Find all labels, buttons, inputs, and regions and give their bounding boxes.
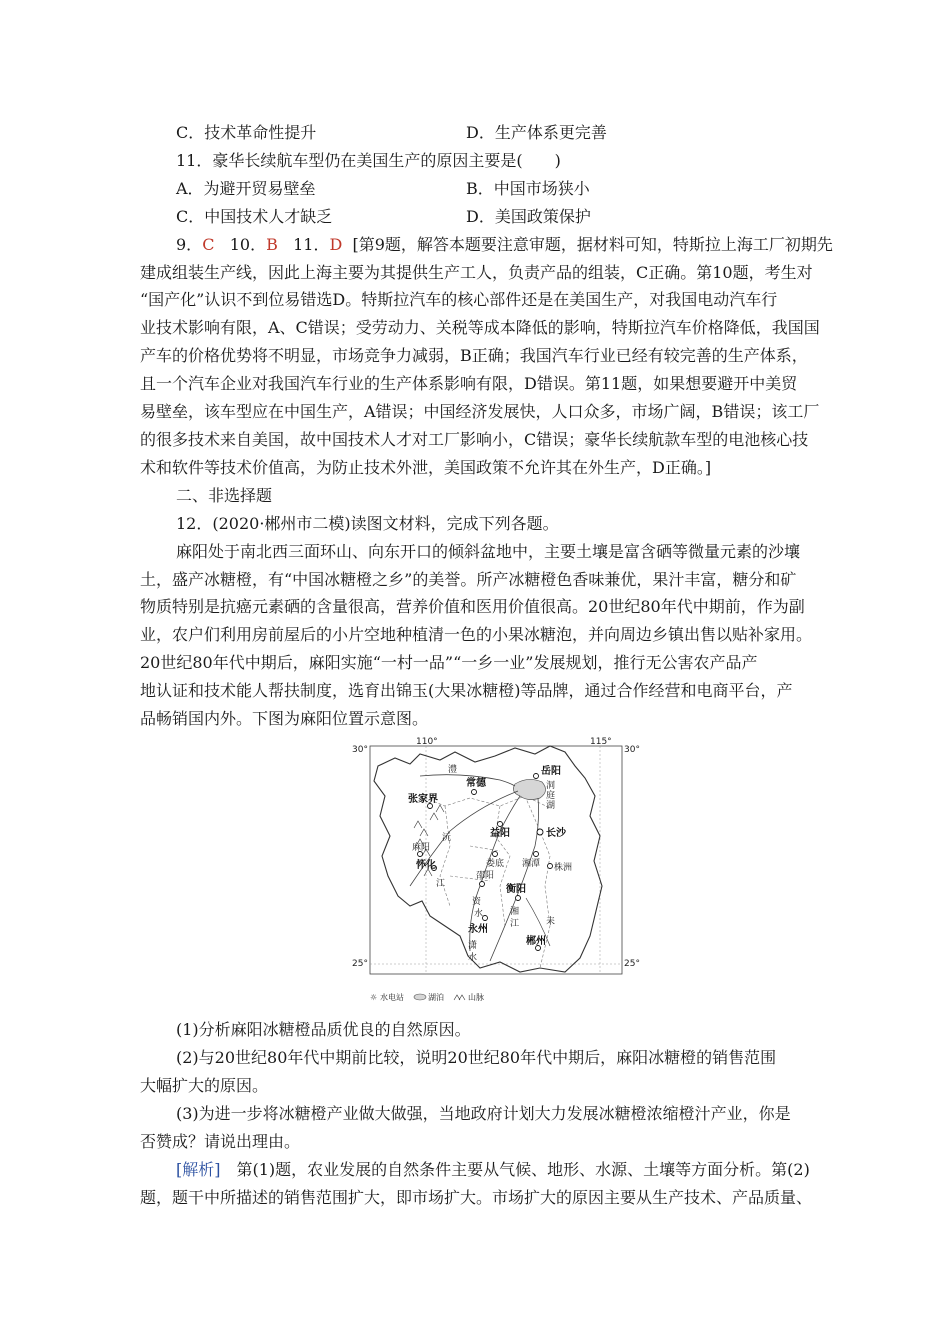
lat-label-30-left: 30° xyxy=(352,745,368,755)
q11-option-d: D．美国政策保护 xyxy=(466,207,591,226)
city-marker-loudi xyxy=(493,852,498,857)
mayang-location-map xyxy=(350,736,640,1008)
city-label-mayang: 麻阳 xyxy=(412,843,431,853)
legend-hydro: 水电站 xyxy=(380,993,404,1002)
lon-label-115: 115° xyxy=(590,737,612,747)
material-line: 地认证和技术能人帮扶制度，选育出锦玉(大果冰糖橙)等品牌，通过合作经营和电商平台，产 xyxy=(140,681,793,700)
river-label-li: 澧 xyxy=(448,765,458,775)
dongting-lake xyxy=(513,779,545,799)
answer-explanation-line: 业技术影响有限，A、C错误；受劳动力、关税等成本降低的影响，特斯拉汽车价格降低，我国国 xyxy=(140,318,820,337)
city-marker-zhuzhou xyxy=(548,864,553,869)
legend-lake: 湖泊 xyxy=(428,993,444,1002)
lake-label: 庭 xyxy=(546,791,556,801)
q12-sub2: (2)与20世纪80年代中期前比较，说明20世纪80年代中期后，麻阳冰糖橙的销售范围 xyxy=(176,1048,777,1067)
city-marker-yueyang xyxy=(534,774,539,779)
answer-first-line xyxy=(176,235,833,255)
answer-explanation-line: 且一个汽车企业对我国汽车行业的生产体系影响有限，D错误。第11题，如果想要避开中美贸 xyxy=(140,374,798,393)
city-label-changsha: 长沙 xyxy=(546,828,566,839)
q11-number: 11． xyxy=(293,235,330,254)
river-label-xiao: 潇 xyxy=(468,941,478,951)
map-legend xyxy=(370,992,484,1002)
city-label-changde: 常德 xyxy=(466,778,486,789)
q11-option-c: C．中国技术人才缺乏 xyxy=(176,207,333,226)
city-marker-hengyang xyxy=(516,896,521,901)
mountain-icon xyxy=(454,995,465,1000)
city-marker-yongzhou xyxy=(483,916,488,921)
q9-answer: C xyxy=(202,235,215,254)
analysis-line: 题，题干中所描述的销售范围扩大，即市场扩大。市场扩大的原因主要从生产技术、产品质量、 xyxy=(140,1188,813,1207)
city-marker-changde xyxy=(472,790,477,795)
lon-label-110: 110° xyxy=(416,737,438,747)
city-label-chenzhou: 郴州 xyxy=(526,936,546,947)
q11-stem: 11．豪华长续航车型仍在美国生产的原因主要是( ) xyxy=(176,151,561,170)
analysis-text: 第(1)题，农业发展的自然条件主要从气候、地形、水源、土壤等方面分析。第(2) xyxy=(220,1160,810,1179)
city-marker-changsha xyxy=(537,829,543,835)
analysis-tag: [解析] xyxy=(176,1160,221,1179)
lake-label: 洞 xyxy=(546,781,556,791)
lat-label-25-left: 25° xyxy=(352,959,368,969)
q12-stem: 12．(2020·郴州市二模)读图文材料，完成下列各题。 xyxy=(176,514,559,533)
lake-label: 湖 xyxy=(546,801,556,811)
city-label-xiangtan: 湘潭 xyxy=(522,859,541,869)
answer-explanation-line: 产车的价格优势将不明显，市场竞争力减弱，B正确；我国汽车行业已经有较完善的生产体系， xyxy=(140,346,808,365)
material-line: 麻阳处于南北西三面环山、向东开口的倾斜盆地中，主要土壤是富含硒等微量元素的沙壤 xyxy=(176,542,801,561)
section-heading: 二、非选择题 xyxy=(176,486,273,505)
q9-number: 9． xyxy=(176,235,203,254)
city-marker-xiangtan xyxy=(534,852,539,857)
analysis-line xyxy=(176,1160,810,1180)
material-line: 品畅销国内外。下图为麻阳位置示意图。 xyxy=(140,709,429,728)
q12-sub1: (1)分析麻阳冰糖橙品质优良的自然原因。 xyxy=(176,1020,471,1039)
q10-number: 10． xyxy=(229,235,267,254)
lake-icon xyxy=(414,994,426,1000)
q11-option-a: A．为避开贸易壁垒 xyxy=(176,179,316,198)
q10-answer: B xyxy=(266,235,278,254)
river-label-zi: 水 xyxy=(474,909,484,919)
city-label-shaoyang: 邵阳 xyxy=(476,871,495,881)
answer-explanation-line: 的很多技术来自美国，故中国技术人才对工厂影响小，C错误；豪华长续航款车型的电池核心技 xyxy=(140,430,809,449)
city-marker-shaoyang xyxy=(480,882,485,887)
q12-sub2-cont: 大幅扩大的原因。 xyxy=(140,1076,269,1095)
river-label-xiang: 湘 xyxy=(510,907,520,917)
lat-label-30-right: 30° xyxy=(624,745,640,755)
material-line: 物质特别是抗癌元素硒的含量很高，营养价值和医用价值很高。20世纪80年代中期前，作为副 xyxy=(140,597,805,616)
answer-explanation-line: 易壁垒，该车型应在中国生产，A错误；中国经济发展快，人口众多，市场广阔，B错误；该工厂 xyxy=(140,402,820,421)
q12-sub3-cont: 否赞成？请说出理由。 xyxy=(140,1132,301,1151)
city-label-zhuzhou: 株洲 xyxy=(554,863,573,873)
q10-option-c: C．技术革命性提升 xyxy=(176,123,317,142)
city-label-huaihua: 怀化 xyxy=(416,860,436,871)
city-marker-yiyang xyxy=(498,822,503,827)
material-line: 土，盛产冰糖橙，有“中国冰糖橙之乡”的美誉。所产冰糖橙色香味兼优，果汁丰富，糖分和矿 xyxy=(140,570,797,589)
material-line: 20世纪80年代中期后，麻阳实施“一村一品”“一乡一业”发展规划，推行无公害农产品产 xyxy=(140,653,758,672)
river-label-yuan: 沅 xyxy=(442,833,452,843)
answer-explanation-line: [第9题，解答本题要注意审题，据材料可知，特斯拉上海工厂初期先 xyxy=(352,235,833,254)
legend-mountain: 山脉 xyxy=(468,993,484,1002)
river-label-zi: 资 xyxy=(472,897,482,907)
city-label-hengyang: 衡阳 xyxy=(506,884,526,895)
answer-explanation-line: “国产化”认识不到位易错选D。特斯拉汽车的核心部件还是在美国生产，对我国电动汽车行 xyxy=(140,290,778,309)
city-label-zhangjiajie: 张家界 xyxy=(408,794,438,805)
answer-explanation-line: 建成组装生产线，因此上海主要为其提供生产工人，负责产品的组装，C正确。第10题，考生对 xyxy=(140,263,813,282)
city-label-yongzhou: 永州 xyxy=(468,924,488,935)
lat-label-25-right: 25° xyxy=(624,959,640,969)
material-line: 业，农户们利用房前屋后的小片空地种植清一色的小果冰糖泡，并向周边乡镇出售以贴补家用。 xyxy=(140,625,813,644)
city-label-loudi: 娄底 xyxy=(486,859,505,869)
river-label-yuan: 江 xyxy=(436,879,446,889)
city-label-yueyang: 岳阳 xyxy=(541,766,561,777)
answer-explanation-line: 术和软件等技术价值高，为防止技术外泄，美国政策不允许其在外生产，D正确。] xyxy=(140,458,712,477)
river-label-xiao: 水 xyxy=(468,953,478,963)
river-label-xiang: 江 xyxy=(510,919,520,929)
city-label-yiyang: 益阳 xyxy=(490,828,510,839)
river-label-lei: 耒 xyxy=(546,917,556,927)
hydro-station-icon: ☼ xyxy=(370,993,378,1002)
q12-sub3: (3)为进一步将冰糖橙产业做大做强，当地政府计划大力发展冰糖橙浓缩橙汁产业，你是 xyxy=(176,1104,791,1123)
q10-option-d: D．生产体系更完善 xyxy=(466,123,607,142)
q11-option-b: B．中国市场狭小 xyxy=(466,179,590,198)
q11-answer: D xyxy=(329,235,343,254)
